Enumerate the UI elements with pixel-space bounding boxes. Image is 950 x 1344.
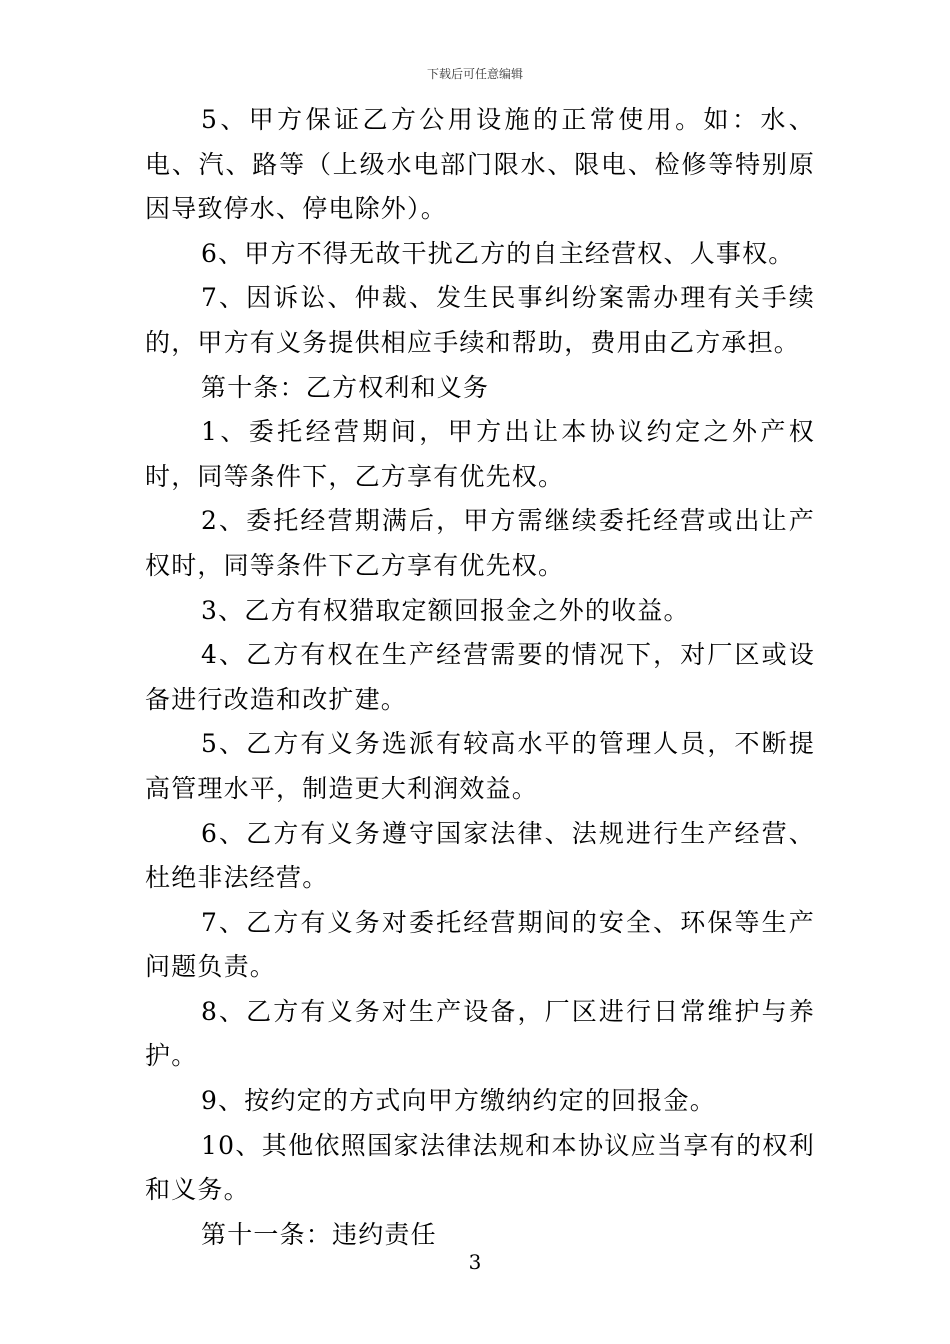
clause-paragraph: 3、乙方有权猎取定额回报金之外的收益。 xyxy=(201,595,690,625)
clause-paragraph: 5、甲方保证乙方公用设施的正常使用。如：水、电、汽、路等（上级水电部门限水、限电、检修等特别原因导致停水、停电除外）。 xyxy=(145,105,815,224)
clause-paragraph: 2、委托经营期满后，甲方需继续委托经营或出让产权时，同等条件下乙方享有优先权。 xyxy=(145,506,815,580)
clause-paragraph: 1、委托经营期间，甲方出让本协议约定之外产权时，同等条件下，乙方享有优先权。 xyxy=(145,417,815,491)
clause-paragraph: 7、乙方有义务对委托经营期间的安全、环保等生产问题负责。 xyxy=(145,907,815,982)
clause-paragraph: 8、乙方有义务对生产设备，厂区进行日常维护与养护。 xyxy=(145,996,815,1071)
clause-paragraph: 7、因诉讼、仲裁、发生民事纠纷案需办理有关手续的，甲方有义务提供相应手续和帮助，费用由乙方承担。 xyxy=(145,283,815,357)
section-heading: 第十一条：违约责任 xyxy=(201,1219,437,1249)
clause-paragraph: 4、乙方有权在生产经营需要的情况下，对厂区或设备进行改造和改扩建。 xyxy=(145,640,815,714)
clause-paragraph: 6、甲方不得无故干扰乙方的自主经营权、人事权。 xyxy=(201,238,795,268)
clause-paragraph: 5、乙方有义务选派有较高水平的管理人员，不断提高管理水平，制造更大利润效益。 xyxy=(145,729,815,803)
page-number: 3 xyxy=(468,1250,482,1274)
section-heading: 第十条：乙方权利和义务 xyxy=(201,372,490,402)
document-body xyxy=(145,98,815,1257)
clause-paragraph: 6、乙方有义务遵守国家法律、法规进行生产经营、杜绝非法经营。 xyxy=(145,818,815,893)
clause-paragraph: 10、其他依照国家法律法规和本协议应当享有的权利和义务。 xyxy=(145,1130,815,1205)
clause-paragraph: 9、按约定的方式向甲方缴纳约定的回报金。 xyxy=(201,1086,716,1116)
header-note: 下载后可任意编辑 xyxy=(426,67,523,81)
